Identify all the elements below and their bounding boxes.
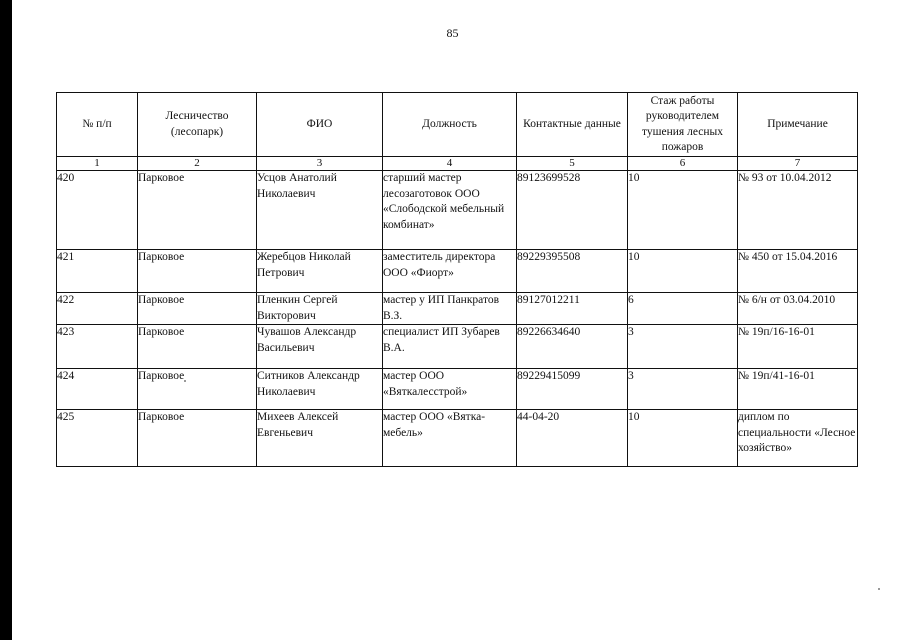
cell-contacts: 89123699528 [517, 171, 628, 250]
cell-contacts: 89127012211 [517, 293, 628, 325]
cell-contacts: 44-04-20 [517, 410, 628, 467]
cell-number: 424 [57, 369, 138, 410]
table-row [57, 293, 858, 325]
cell-name: Михеев Алексей Евгеньевич [257, 410, 383, 467]
cell-number: 420 [57, 171, 138, 250]
header-contacts: Контактные данные [517, 93, 628, 157]
scan-speck [184, 380, 186, 382]
column-number: 4 [383, 157, 517, 171]
header-name: ФИО [257, 93, 383, 157]
cell-note: № 450 от 15.04.2016 [738, 250, 858, 293]
header-experience: Стаж работы руководителем тушения лесных пожаров [628, 93, 738, 157]
cell-note: № 19п/16-16-01 [738, 325, 858, 369]
cell-experience: 6 [628, 293, 738, 325]
page-number: 85 [446, 26, 459, 40]
cell-note: № 93 от 10.04.2012 [738, 171, 858, 250]
header-row [57, 93, 858, 157]
cell-experience: 3 [628, 369, 738, 410]
header-note: Примечание [738, 93, 858, 157]
cell-name: Пленкин Сергей Викторович [257, 293, 383, 325]
column-number-row [57, 157, 858, 171]
cell-position: мастер ООО «Вятка-мебель» [383, 410, 517, 467]
table-row [57, 369, 858, 410]
cell-note: диплом по специальности «Лесное хозяйство» [738, 410, 858, 467]
cell-note: № 19п/41-16-01 [738, 369, 858, 410]
table-row [57, 410, 858, 467]
cell-contacts: 89229415099 [517, 369, 628, 410]
column-number: 5 [517, 157, 628, 171]
column-number: 7 [738, 157, 858, 171]
header-forestry: Лесничество (лесопарк) [138, 93, 257, 157]
cell-forestry: Парковое [138, 171, 257, 250]
scan-edge-bar [0, 0, 12, 640]
cell-name: Усцов Анатолий Николаевич [257, 171, 383, 250]
cell-number: 422 [57, 293, 138, 325]
cell-position: заместитель директора ООО «Фиорт» [383, 250, 517, 293]
table-row [57, 171, 858, 250]
cell-name: Чувашов Александр Васильевич [257, 325, 383, 369]
cell-experience: 10 [628, 410, 738, 467]
cell-name: Жеребцов Николай Петрович [257, 250, 383, 293]
scan-speck [878, 588, 880, 590]
cell-forestry: Парковое [138, 325, 257, 369]
cell-number: 423 [57, 325, 138, 369]
cell-position: старший мастер лесозаготовок ООО «Слободской мебельный комбинат» [383, 171, 517, 250]
cell-contacts: 89226634640 [517, 325, 628, 369]
cell-forestry: Парковое [138, 293, 257, 325]
header-number: № п/п [57, 93, 138, 157]
cell-name: Ситников Александр Николаевич [257, 369, 383, 410]
table-row [57, 325, 858, 369]
column-number: 2 [138, 157, 257, 171]
cell-experience: 10 [628, 250, 738, 293]
cell-position: мастер ООО «Вяткалесстрой» [383, 369, 517, 410]
cell-number: 425 [57, 410, 138, 467]
cell-forestry: Парковое [138, 369, 257, 410]
header-position: Должность [383, 93, 517, 157]
cell-number: 421 [57, 250, 138, 293]
cell-forestry: Парковое [138, 250, 257, 293]
table-row [57, 250, 858, 293]
cell-contacts: 89229395508 [517, 250, 628, 293]
cell-experience: 3 [628, 325, 738, 369]
cell-position: специалист ИП Зубарев В.А. [383, 325, 517, 369]
cell-note: № 6/н от 03.04.2010 [738, 293, 858, 325]
cell-forestry: Парковое [138, 410, 257, 467]
column-number: 6 [628, 157, 738, 171]
column-number: 1 [57, 157, 138, 171]
cell-position: мастер у ИП Панкратов В.З. [383, 293, 517, 325]
cell-experience: 10 [628, 171, 738, 250]
column-number: 3 [257, 157, 383, 171]
fire-leaders-table [56, 92, 858, 467]
